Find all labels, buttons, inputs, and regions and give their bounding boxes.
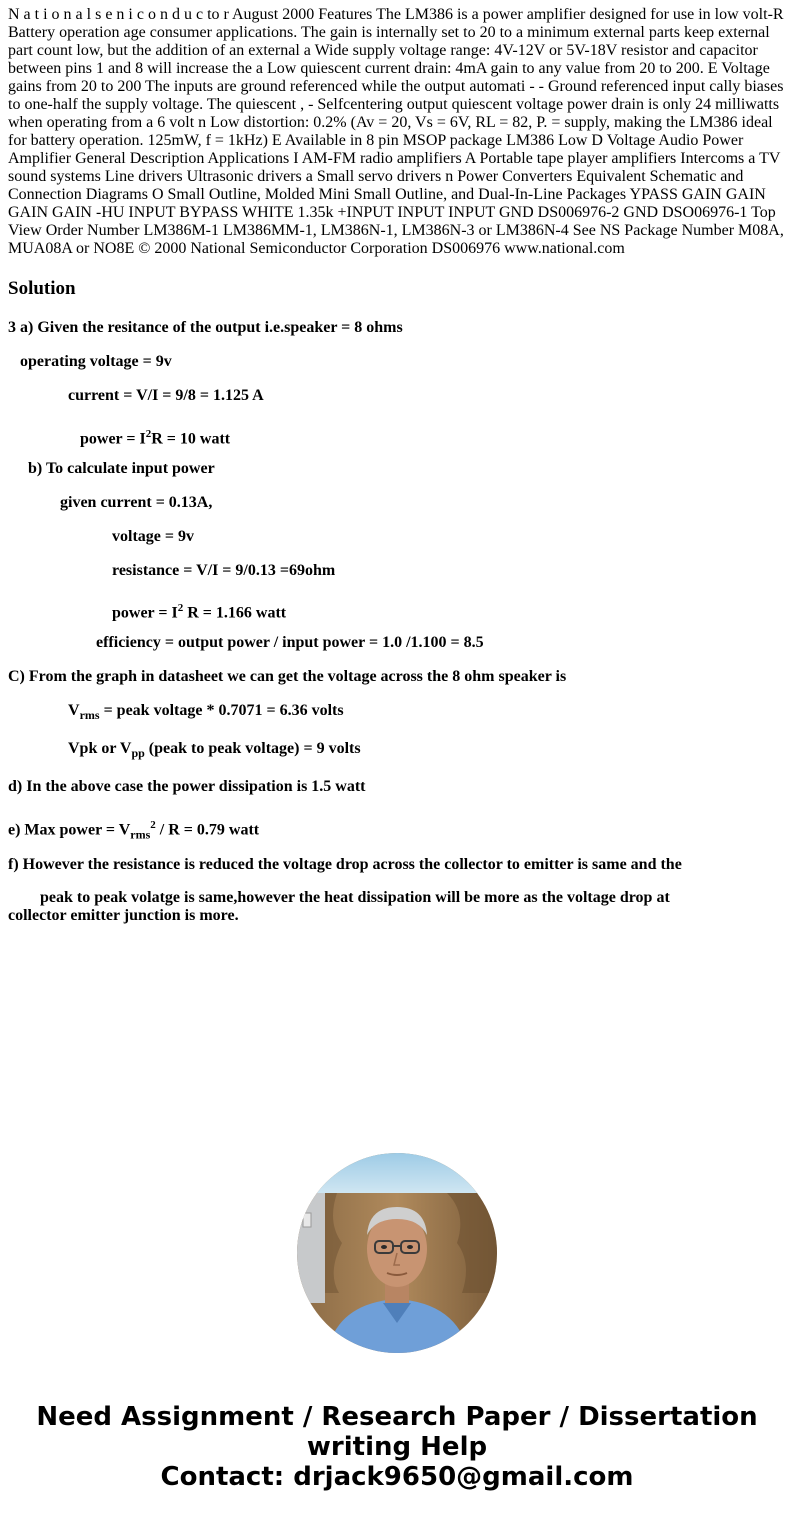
- part-b-efficiency: efficiency = output power / input power = 1.0 /1.100 = 8.5: [96, 634, 484, 651]
- part-f-line-3: collector emitter junction is more.: [8, 907, 239, 924]
- promo-contact: Contact: drjack9650@gmail.com: [160, 1462, 634, 1492]
- part-a-voltage: operating voltage = 9v: [20, 353, 172, 370]
- part-a-current: current = V/I = 9/8 = 1.125 A: [68, 387, 264, 404]
- author-portrait-image: [297, 1153, 497, 1353]
- part-f-line-1: f) However the resistance is reduced the voltage drop across the collector to emitter is same and the: [8, 856, 682, 873]
- part-b-power: power = $I^2$ R = 1.166 watt: [112, 602, 287, 622]
- part-a-heading: 3 a) Given the resitance of the output i.e.speaker = 8 ohms: [8, 319, 403, 336]
- question-text: N a t i o n a l s e n i c o n d u c to r August 2000 Features The LM386 is a power amplifier designed for use in low volt-R Battery operation age consumer applications. The gain is internally set to 20 to a minimum external parts keep external part count low, but the addition of an external a Wide supply voltage range: 4V-12V or 5V-18V resistor and capacitor between pins 1 and 8 will increase the a Low quiescent current drain: 4mA gain to any value from 20 to 200. E Voltage gains from 20 to 200 The inputs are ground referenced while the output automati - - Ground referenced input cally biases to one-half the supply voltage. The quiescent , - Selfcentering output quiescent voltage power drain is only 24 milliwatts when operating from a 6 volt n Low distortion: 0.2% (Av = 20, Vs = 6V, RL = 82, P. = supply, making the LM386 ideal for battery operation. 125mW, f = 1kHz) E Available in 8 pin MSOP package LM386 Low D Voltage Audio Power Amplifier General Description Applications I AM-FM radio amplifiers A Portable tape player amplifiers Intercoms a TV sound systems Line drivers Ultrasonic drivers a Small servo drivers n Power Converters Equivalent Schematic and Connection Diagrams O Small Outline, Molded Mini Small Outline, and Dual-In-Line Packages YPASS GAIN GAIN GAIN GAIN -HU INPUT BYPASS WHITE 1.35k +INPUT INPUT INPUT GND DS006976-2 GND DSO06976-1 Top View Order Number LM386M-1 LM386MM-1, LM386N-1, LM386N-3 or LM386N-4 See NS Package Number M08A, MUA08A or NO8E © 2000 National Semiconductor Corporation DS006976 www.national.com: [8, 6, 784, 257]
- part-c-vpp: Vpk or $V_{pp}$ (peak to peak voltage) = 9 volts: [68, 740, 361, 761]
- part-e-line: e) Max power = $V_{rms}^2 / R = 0.79$ watt: [8, 819, 260, 842]
- solution-title: Solution: [8, 278, 76, 299]
- part-b-heading: b) To calculate input power: [28, 460, 215, 477]
- promo-banner: [0, 1402, 794, 1492]
- promo-line-1: Need Assignment / Research Paper / Dissertation: [36, 1402, 758, 1432]
- part-f-line-2: peak to peak volatge is same,however the heat dissipation will be more as the voltage drop at: [40, 889, 670, 906]
- author-avatar: [297, 1153, 497, 1353]
- part-b-resistance: resistance = V/I = 9/0.13 =69ohm: [112, 562, 336, 579]
- promo-line-2: writing Help: [306, 1432, 488, 1462]
- part-b-voltage: voltage = 9v: [112, 528, 194, 545]
- part-c-vrms: $V_{rms}$ = peak voltage * 0.7071 = 6.36 volts: [68, 702, 344, 723]
- part-d-line: d) In the above case the power dissipation is 1.5 watt: [8, 778, 366, 795]
- part-a-power: power = $I^2R = 10$ watt: [80, 428, 231, 448]
- part-c-heading: C) From the graph in datasheet we can get the voltage across the 8 ohm speaker is: [8, 668, 567, 685]
- part-b-current: given current = 0.13A,: [60, 494, 213, 511]
